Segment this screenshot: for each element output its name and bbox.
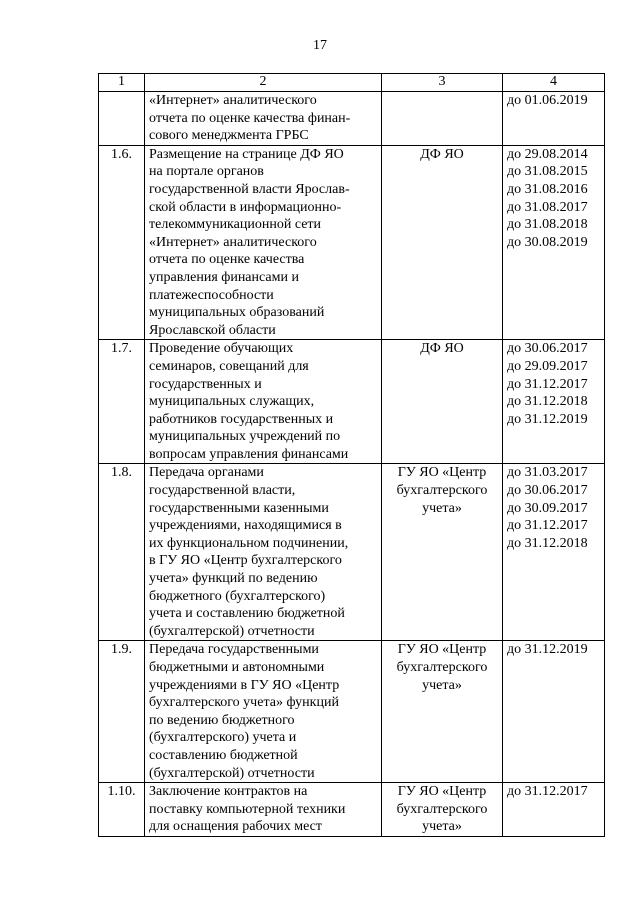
responsible-line: ГУ ЯО «Центр [397, 642, 487, 658]
activity-line: семинаров, совещаний для [149, 358, 309, 374]
activity-line: государственных и [149, 376, 262, 392]
responsible-line: ДФ ЯО [420, 146, 464, 162]
activity-line: платежеспособности [149, 287, 274, 303]
activity-line: учреждениями в ГУ ЯО «Центр [149, 677, 340, 693]
deadline-cell [503, 92, 605, 146]
deadline-line: до 30.08.2019 [507, 234, 588, 250]
deadline-cell [503, 464, 605, 641]
table-row [99, 92, 605, 146]
activity-line: ской области в информационно- [149, 199, 342, 215]
deadline-cell [503, 783, 605, 837]
activity-line: для оснащения рабочих мест [149, 819, 322, 835]
deadline-line: до 31.12.2017 [507, 784, 588, 800]
activity-line: составлению бюджетной [149, 747, 298, 763]
deadline-line: до 31.08.2018 [507, 217, 588, 233]
deadline-cell [503, 145, 605, 340]
deadline-line: до 31.12.2017 [507, 518, 588, 534]
resp-cell [382, 641, 503, 783]
activity-line: учреждениями, находящимися в [149, 518, 342, 534]
deadline-line: до 30.06.2017 [507, 341, 588, 357]
title-cell [145, 145, 382, 340]
activity-line: Передача государственными [149, 642, 319, 658]
activity-line: Размещение на странице ДФ ЯО [149, 146, 344, 162]
activity-line: на портале органов [149, 164, 264, 180]
activity-line: муниципальных учреждений по [149, 429, 341, 445]
deadline-line: до 31.08.2016 [507, 181, 588, 197]
table-row [99, 783, 605, 837]
activity-line: муниципальных образований [149, 305, 325, 321]
responsible-line: ДФ ЯО [420, 341, 464, 357]
activity-line: бухгалтерского учета» функций [149, 695, 339, 711]
activity-line: отчета по оценке качества финан- [149, 110, 351, 126]
deadline-line: до 29.09.2017 [507, 358, 588, 374]
responsible-line: ГУ ЯО «Центр [397, 465, 487, 481]
title-cell [145, 641, 382, 783]
activity-line: Заключение контрактов на [149, 784, 308, 800]
activity-line: учета» функций по ведению [149, 571, 318, 587]
plan-table [98, 73, 605, 837]
activity-line: «Интернет» аналитического [149, 234, 317, 250]
resp-cell [382, 464, 503, 641]
activity-line: Проведение обучающих [149, 341, 294, 357]
responsible-line: бухгалтерского [396, 660, 488, 675]
column-header: 4 [503, 74, 605, 92]
deadline-cell [503, 641, 605, 783]
activity-line: государственными казенными [149, 500, 329, 516]
activity-line: государственной власти, [149, 483, 296, 499]
activity-line: Ярославской области [149, 322, 276, 338]
activity-line: государственной власти Ярослав- [149, 181, 350, 197]
deadline-line: до 31.12.2017 [507, 376, 588, 392]
activity-line: сового менеджмента ГРБС [149, 128, 309, 144]
activity-line: бюджетными и автономными [149, 660, 325, 675]
item-number: 1.9. [99, 641, 145, 783]
title-cell [145, 92, 382, 146]
page-number: 17 [313, 38, 327, 53]
header-row [99, 74, 605, 92]
activity-line: (бухгалтерской) отчетности [149, 623, 315, 639]
table-row [99, 145, 605, 340]
item-number [99, 92, 145, 146]
activity-line: Передача органами [149, 465, 264, 481]
activity-line: (бухгалтерского) учета и [149, 730, 297, 746]
deadline-line: до 31.03.2017 [507, 465, 588, 481]
activity-line: в ГУ ЯО «Центр бухгалтерского [149, 553, 342, 569]
deadline-line: до 30.06.2017 [507, 483, 588, 499]
activity-line: вопросам управления финансами [149, 446, 349, 462]
deadline-line: до 30.09.2017 [507, 500, 588, 516]
activity-line: отчета по оценке качества [149, 252, 305, 268]
resp-cell [382, 783, 503, 837]
item-number: 1.6. [99, 145, 145, 340]
activity-line: работников государственных и [149, 411, 334, 427]
column-header: 2 [145, 74, 382, 92]
item-number: 1.8. [99, 464, 145, 641]
activity-line: муниципальных служащих, [149, 394, 315, 410]
title-cell [145, 783, 382, 837]
item-number: 1.10. [99, 783, 145, 837]
title-cell [145, 340, 382, 464]
table-row [99, 340, 605, 464]
responsible-line: учета» [422, 677, 462, 693]
activity-line: учета и составлению бюджетной [149, 606, 345, 622]
deadline-cell [503, 340, 605, 464]
activity-line: «Интернет» аналитического [149, 93, 317, 108]
activity-line: (бухгалтерской) отчетности [149, 765, 315, 781]
column-header: 1 [99, 74, 145, 92]
activity-line: их функциональном подчинении, [149, 535, 349, 551]
deadline-line: до 31.08.2017 [507, 199, 588, 215]
deadline-line: до 31.12.2018 [507, 394, 588, 410]
deadline-line: до 31.12.2019 [507, 642, 588, 658]
deadline-line: до 31.12.2019 [507, 411, 588, 427]
deadline-line: до 31.12.2018 [507, 535, 588, 551]
deadline-line: до 01.06.2019 [507, 93, 588, 108]
resp-cell [382, 145, 503, 340]
responsible-line: бухгалтерского [396, 483, 488, 499]
activity-line: бюджетного (бухгалтерского) [149, 588, 326, 604]
responsible-line: учета» [422, 500, 462, 516]
responsible-line: бухгалтерского [396, 801, 488, 817]
responsible-line: ГУ ЯО «Центр [397, 784, 487, 800]
table-row [99, 464, 605, 641]
resp-cell [382, 92, 503, 146]
activity-line: поставку компьютерной техники [149, 801, 346, 817]
activity-line: по ведению бюджетного [149, 712, 295, 728]
title-cell [145, 464, 382, 641]
item-number: 1.7. [99, 340, 145, 464]
column-header: 3 [382, 74, 503, 92]
deadline-line: до 29.08.2014 [507, 146, 588, 162]
deadline-line: до 31.08.2015 [507, 164, 588, 180]
responsible-line: учета» [422, 819, 462, 835]
activity-line: управления финансами и [149, 269, 299, 285]
table-row [99, 641, 605, 783]
resp-cell [382, 340, 503, 464]
activity-line: телекоммуникационной сети [149, 217, 322, 233]
